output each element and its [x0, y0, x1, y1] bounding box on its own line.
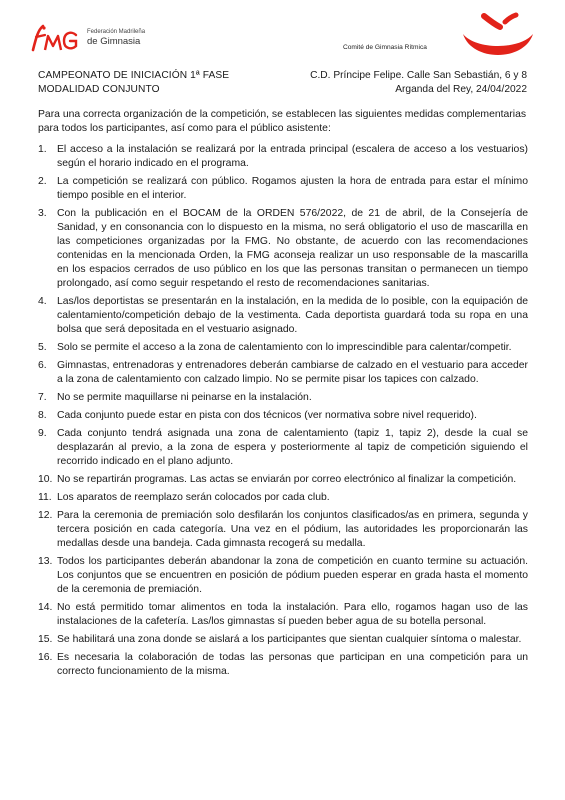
- list-item: [38, 633, 528, 647]
- list-item: [38, 295, 528, 337]
- list-item: [38, 409, 528, 423]
- item-number: 4.: [38, 296, 47, 307]
- list-item: [38, 341, 528, 355]
- item-number: 10.: [38, 474, 53, 485]
- item-text: Los aparatos de reemplazo serán colocados por cada club.: [57, 492, 330, 503]
- list-item: [38, 555, 528, 597]
- list-item: [38, 175, 528, 203]
- list-item: [38, 491, 528, 505]
- list-item: [38, 509, 528, 551]
- item-text: Para la ceremonia de premiación solo desfilarán los conjuntos clasificados/as en primera, segunda y tercera posición en cada categoría. Una vez en el pódium, las autoridades les proporcionarán las medallas desde una bandeja. Cada gimnasta recogerá su medalla.: [57, 510, 528, 549]
- item-text: El acceso a la instalación se realizará por la entrada principal (escalera de acceso a los vestuarios) según el horario indicado en el programa.: [57, 144, 528, 169]
- fmg-logo: [30, 22, 170, 62]
- venue-address: C.D. Príncipe Felipe. Calle San Sebastián, 6 y 8: [310, 70, 527, 81]
- list-item: [38, 601, 528, 629]
- rhythmic-gymnastics-logo-icon: [458, 12, 538, 68]
- competition-modality: MODALIDAD CONJUNTO: [38, 83, 160, 95]
- item-text: Todos los participantes deberán abandonar la zona de competición en cuanto termine su actuación. Los conjuntos que se encuentren en posición de pódium pueden esperar en grada hasta el momento de la ceremonia de premiación.: [57, 556, 528, 595]
- intro-paragraph: Para una correcta organización de la competición, se establecen las siguientes medidas complementarias para todos los participantes, así como para el público asistente:: [38, 109, 527, 134]
- item-text: Con la publicación en el BOCAM de la ORDEN 576/2022, de 21 de abril, de la Consejería de Sanidad, y en consonancia con lo dispuesto en la misma, no será obligatorio el uso de mascarilla en las competiciones organizadas por la FMG. No obstante, de acuerdo con las recomendaciones contenidas en la mencionada Orden, la FMG aconseja realizar un uso responsable de la mascarilla en los espacios cerrados de uso público en los que las personas transitan o permanecen un tiempo prolongado, así como seguir respetando el resto de recomendaciones sanitarias.: [57, 208, 528, 289]
- item-number: 8.: [38, 410, 47, 421]
- list-item: [38, 473, 528, 487]
- item-number: 1.: [38, 144, 47, 155]
- item-number: 5.: [38, 342, 47, 353]
- competition-info: [38, 69, 229, 96]
- item-text: Las/los deportistas se presentarán en la instalación, en la medida de lo posible, con la equipación de calentamiento/competición debajo de la vestimenta. Cada deportista guardará toda su ropa en una bolsa que será depositada en el vestuario asignado.: [57, 296, 528, 335]
- item-text: Solo se permite el acceso a la zona de calentamiento con lo imprescindible para calentar/competir.: [57, 342, 512, 353]
- venue-info: [310, 69, 527, 96]
- item-number: 9.: [38, 428, 47, 439]
- federation-line2: de Gimnasia: [87, 36, 141, 47]
- item-text: No se repartirán programas. Las actas se enviarán por correo electrónico al finalizar la competición.: [57, 474, 517, 485]
- list-item: [38, 427, 528, 469]
- item-text: Se habilitará una zona donde se aislará a los participantes que sientan cualquier síntoma o malestar.: [57, 634, 522, 645]
- measures-list: [38, 143, 528, 679]
- item-text: La competición se realizará con público. Rogamos ajusten la hora de entrada para estar el mínimo tiempo posible en el interior.: [57, 176, 528, 201]
- federation-line1: Federación Madrileña: [87, 29, 146, 35]
- item-number: 16.: [38, 652, 53, 663]
- item-number: 14.: [38, 602, 53, 613]
- federation-name: [87, 28, 145, 47]
- item-number: 6.: [38, 360, 47, 371]
- fmg-logo-icon: [30, 22, 86, 56]
- list-item: [38, 651, 528, 679]
- item-number: 15.: [38, 634, 53, 645]
- document-header: [0, 0, 565, 70]
- committee-name: Comité de Gimnasia Rítmica: [343, 44, 427, 51]
- item-text: No está permitido tomar alimentos en toda la instalación. Para ello, rogamos hagan uso de las instalaciones de la cafetería. Las/los gimnastas sí pueden beber agua de su botella personal.: [57, 602, 528, 627]
- item-number: 13.: [38, 556, 53, 567]
- competition-title: CAMPEONATO DE INICIACIÓN 1ª FASE: [38, 70, 230, 81]
- list-item: [38, 143, 528, 171]
- item-number: 3.: [38, 208, 47, 219]
- item-text: Cada conjunto tendrá asignada una zona de calentamiento (tapiz 1, tapiz 2), desde la cual se desplazarán al previo, a la zona de espera y posteriormente al tapiz de competición siguiendo el recorrido indicado en el plano adjunto.: [57, 428, 528, 467]
- item-number: 11.: [38, 492, 52, 503]
- item-text: Gimnastas, entrenadoras y entrenadores deberán cambiarse de calzado en el vestuario para acceder a la zona de calentamiento con calzado limpio. No se permite pisar los tapices con calzado.: [57, 360, 528, 385]
- document-body: [38, 108, 528, 683]
- venue-city-date: Arganda del Rey, 24/04/2022: [395, 83, 527, 95]
- item-number: 2.: [38, 176, 47, 187]
- item-number: 12.: [38, 510, 53, 521]
- item-text: No se permite maquillarse ni peinarse en la instalación.: [57, 392, 312, 403]
- list-item: [38, 207, 528, 291]
- list-item: [38, 391, 528, 405]
- item-text: Es necesaria la colaboración de todas las personas que participan en una competición para un correcto funcionamiento de la misma.: [57, 652, 528, 677]
- item-number: 7.: [38, 392, 47, 403]
- item-text: Cada conjunto puede estar en pista con dos técnicos (ver normativa sobre nivel requerido).: [57, 410, 477, 421]
- list-item: [38, 359, 528, 387]
